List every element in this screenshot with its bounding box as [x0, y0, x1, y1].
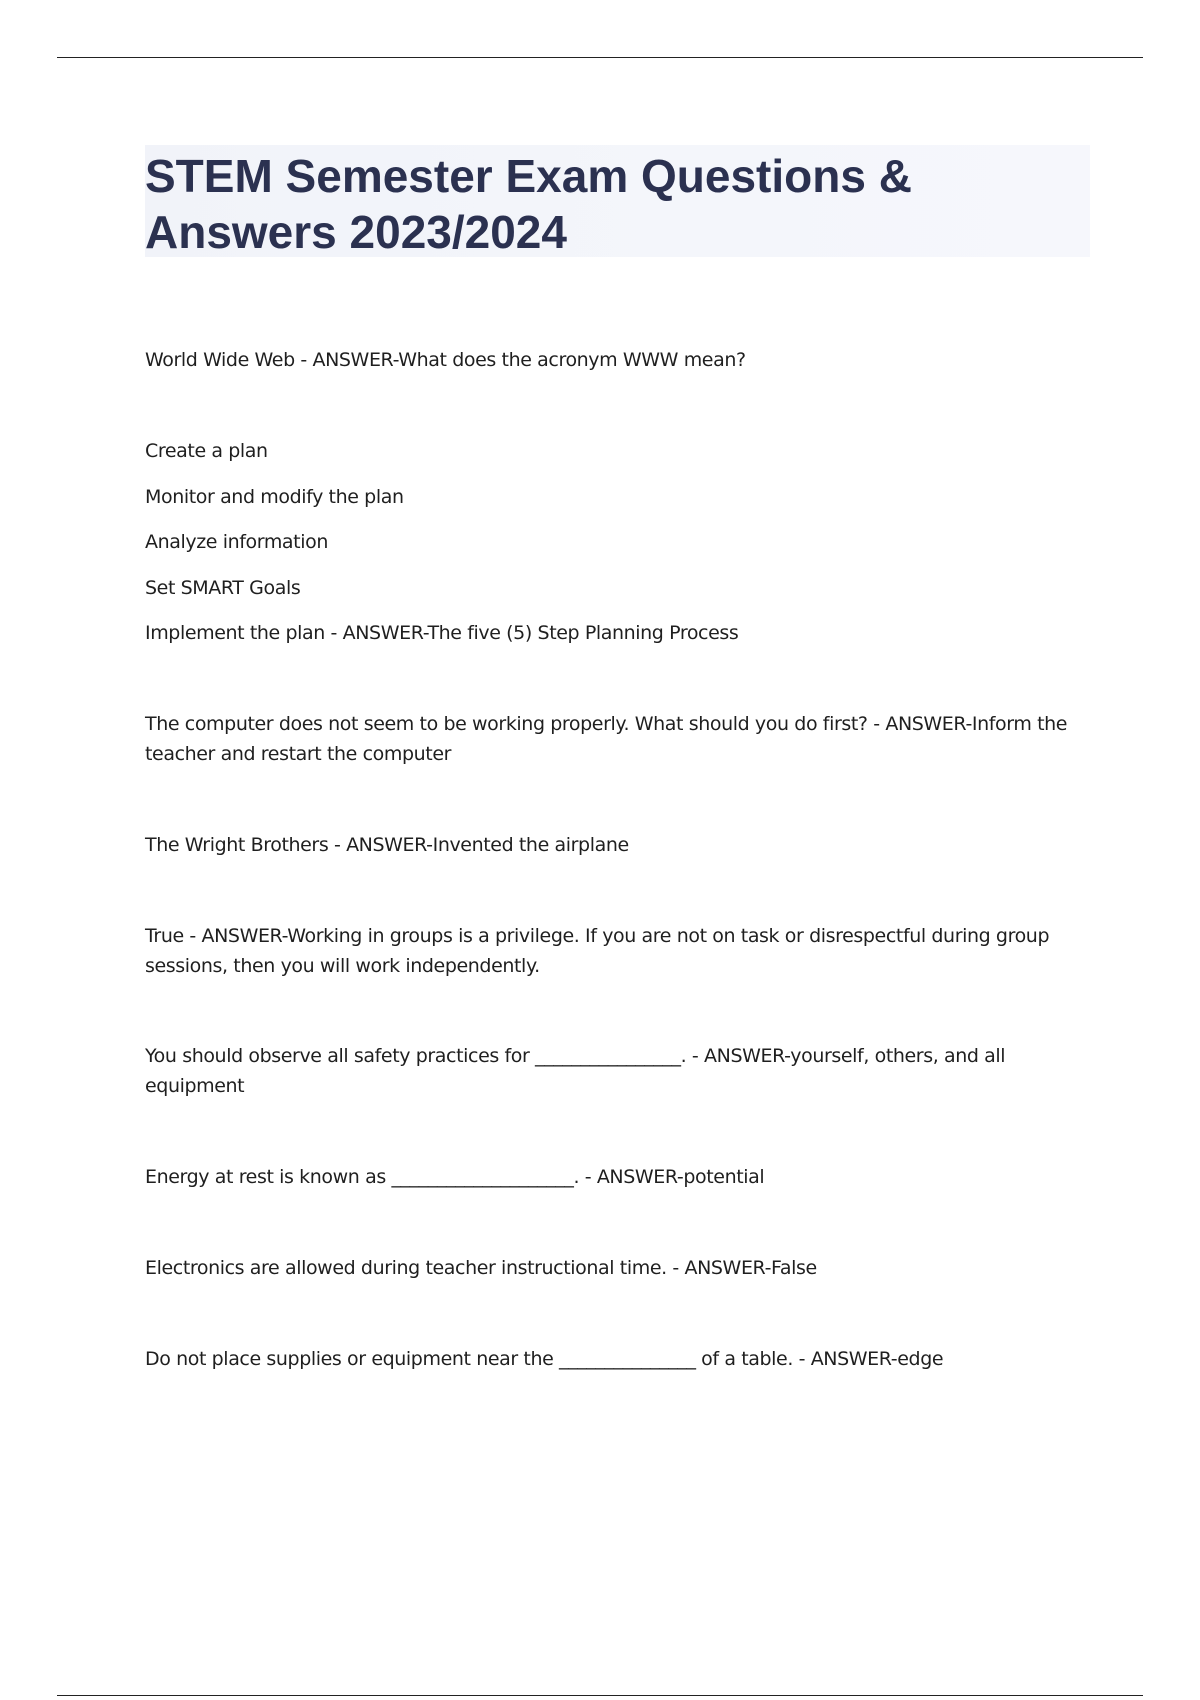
qa-item-monitor-plan: Monitor and modify the plan — [145, 486, 404, 508]
qa-item-electronics: Electronics are allowed during teacher instructional time. - ANSWER-False — [145, 1257, 817, 1279]
qa-item-energy: Energy at rest is known as ____________________. - ANSWER-potential — [145, 1166, 765, 1188]
document-title: STEM Semester Exam Questions & Answers 2023/2024 — [145, 150, 912, 258]
qa-item-www: World Wide Web - ANSWER-What does the acronym WWW mean? — [145, 349, 746, 371]
qa-item-analyze: Analyze information — [145, 531, 328, 553]
qa-item-smart-goals: Set SMART Goals — [145, 577, 301, 599]
qa-item-wright-brothers: The Wright Brothers - ANSWER-Invented the airplane — [145, 834, 629, 856]
qa-item-groups: True - ANSWER-Working in groups is a privilege. If you are not on task or disrespectful during group sessions, then you will work independently. — [145, 925, 1050, 977]
qa-item-create-plan: Create a plan — [145, 440, 268, 462]
bottom-rule — [57, 1695, 1143, 1696]
qa-item-safety: You should observe all safety practices for ________________. - ANSWER-yourself, others, and all equipment — [145, 1045, 1006, 1097]
qa-item-implement-plan: Implement the plan - ANSWER-The five (5) Step Planning Process — [145, 622, 739, 644]
qa-item-supplies: Do not place supplies or equipment near the _______________ of a table. - ANSWER-edge — [145, 1348, 944, 1370]
top-rule — [57, 57, 1143, 58]
qa-item-computer: The computer does not seem to be working properly. What should you do first? - ANSWER-Inform the teacher and restart the computer — [145, 713, 1068, 765]
